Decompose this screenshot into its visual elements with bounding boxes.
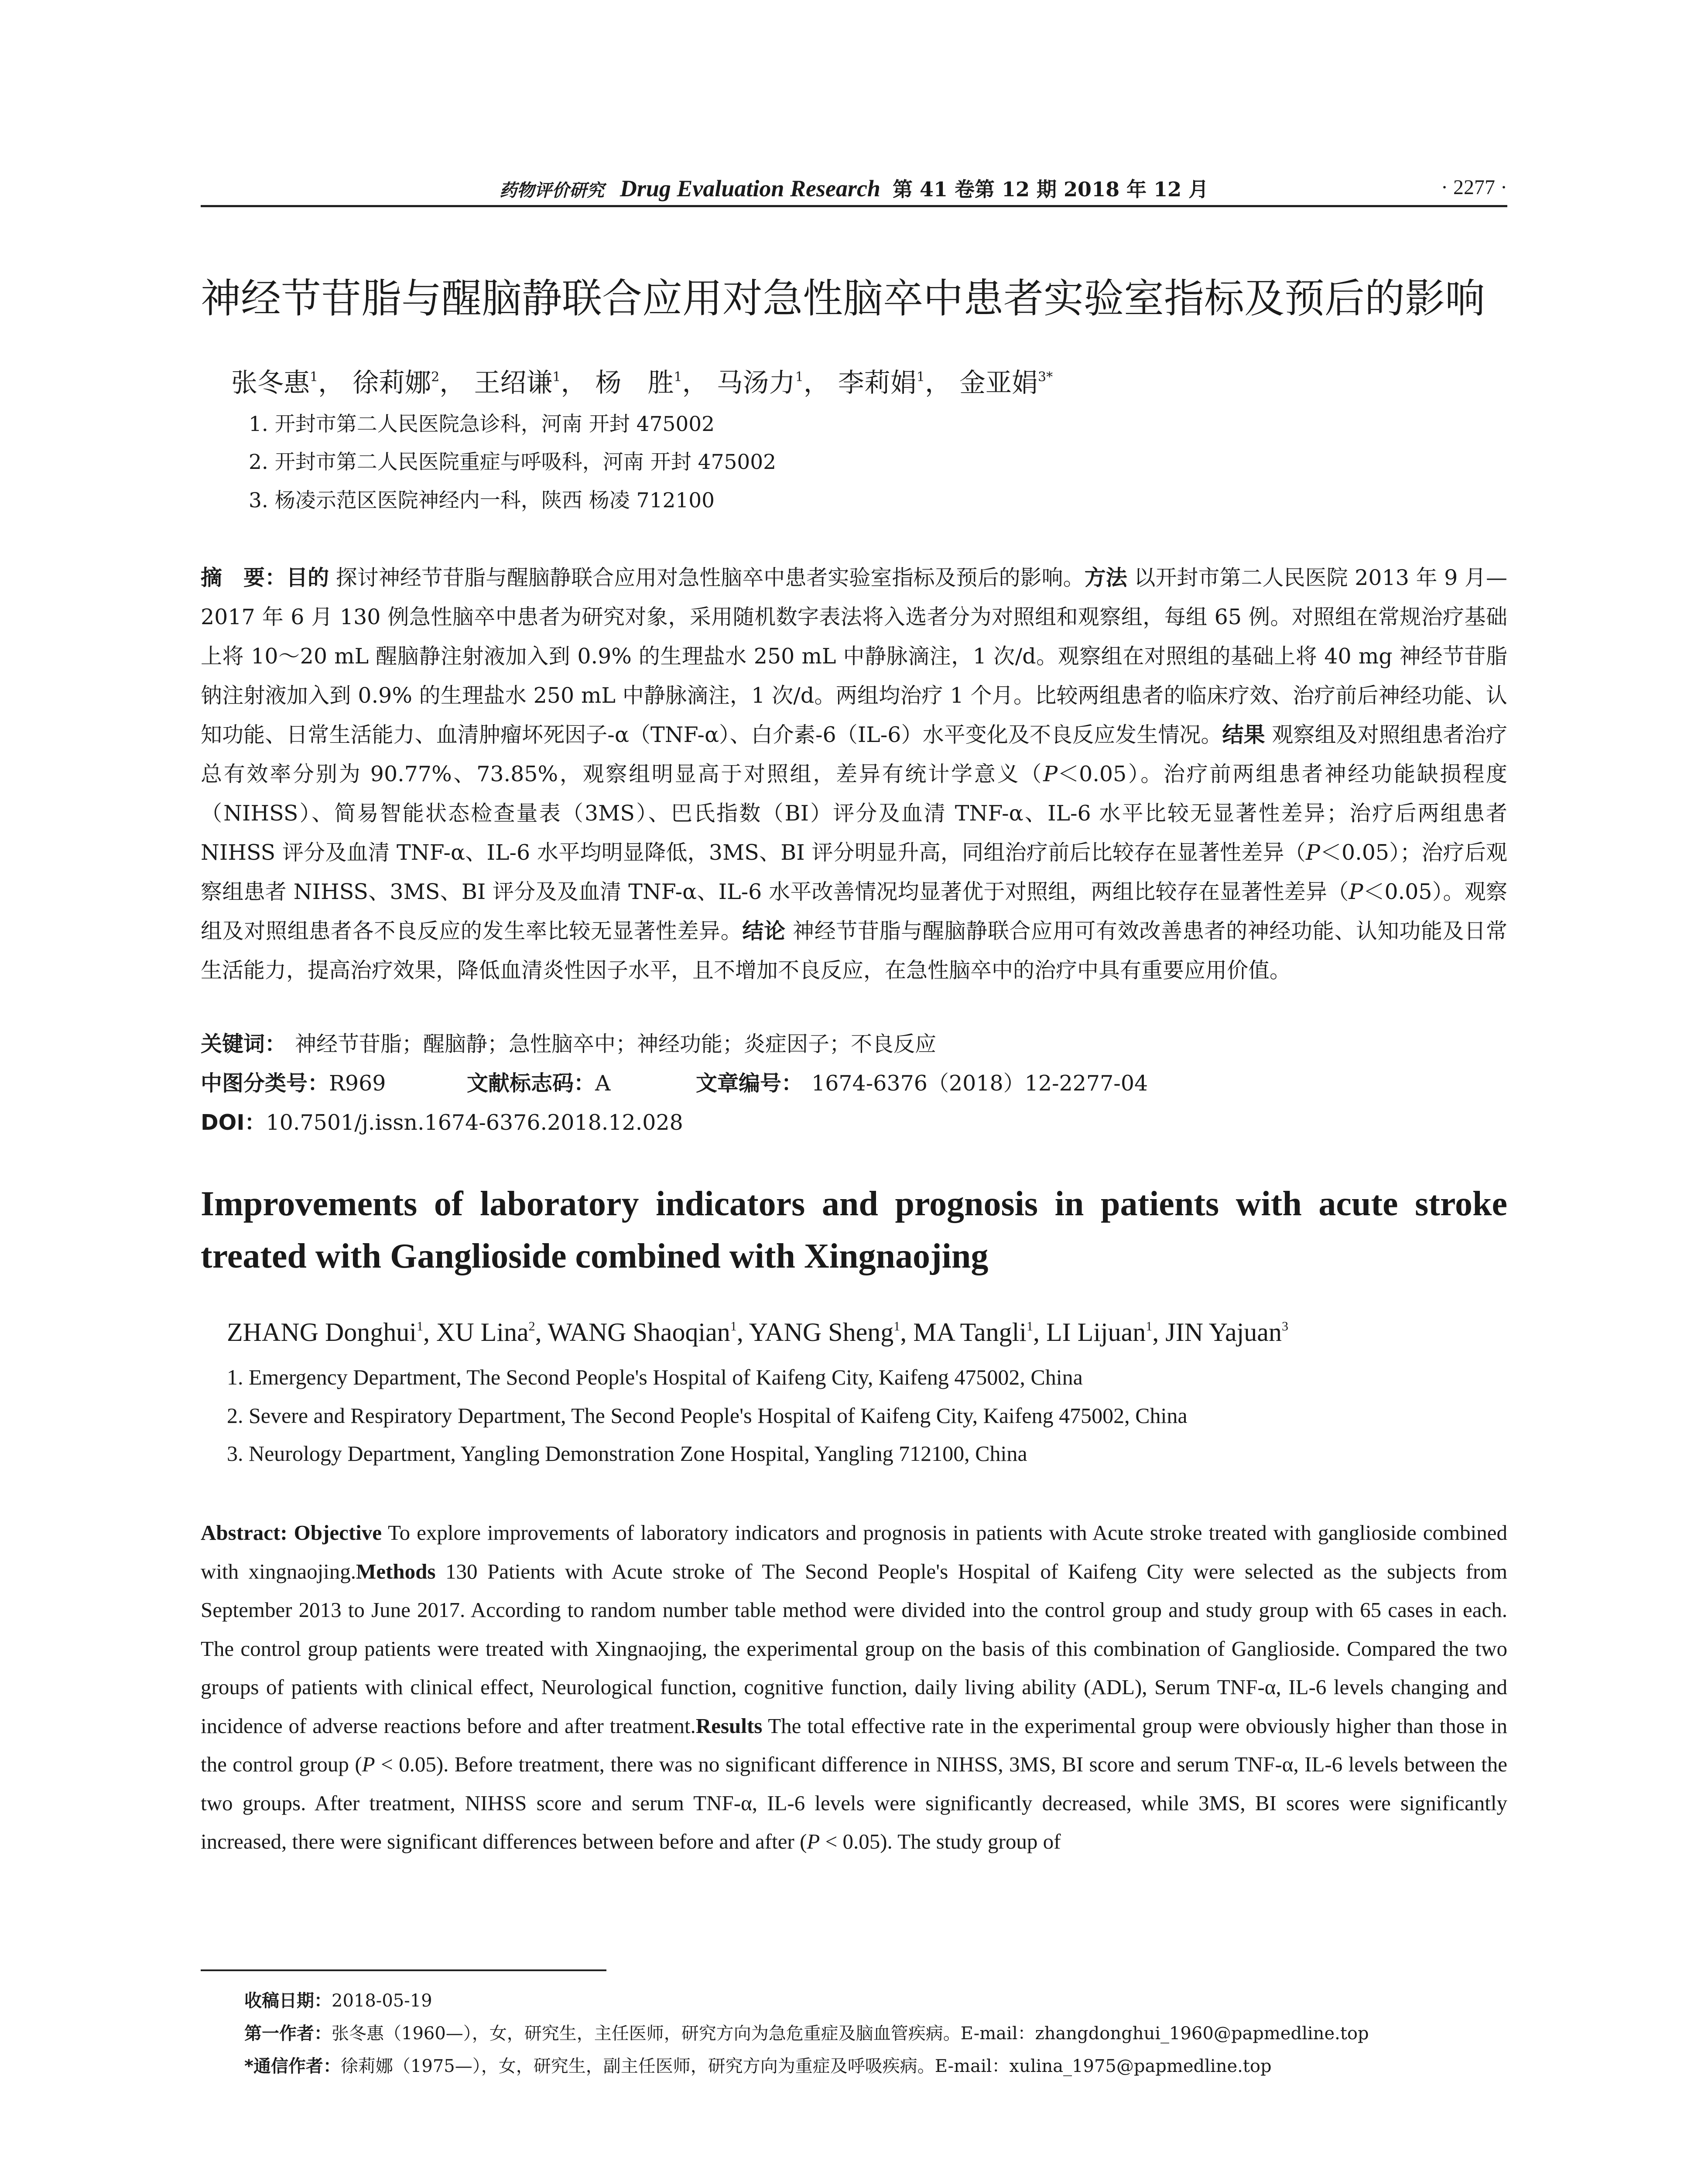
en-author: YANG Sheng$^1$ bbox=[749, 1318, 900, 1347]
cn-keywords bbox=[201, 1027, 936, 1058]
corresponding-info: 徐莉娜（1975—），女，研究生，副主任医师，研究方向为重症及呼吸疾病。E-mail：xulina_1975@papmedline.top bbox=[340, 2056, 1272, 2076]
keywords-value: 神经节苷脂；醒脑静；急性脑卒中；神经功能；炎症因子；不良反应 bbox=[295, 1032, 937, 1056]
en-abstract-label: Abstract: bbox=[201, 1521, 288, 1545]
cn-abstract: 摘 要：目的 探讨神经节苷脂与醒脑静联合应用对急性脑卒中患者实验室指标及预后的影响。方法 以开封市第二人民医院 2013 年 9 月—2017 年 6 月 130 例急性脑卒中患者为研究对象，采用随机数字表法将入选者分为对照组和观察组，每组 65 例。对照组在常规治疗基础上将 10～20 mL 醒脑静注射液加入到 0.9% 的生理盐水 250 mL 中静脉滴注，1 次/d。观察组在对照组的基础上将 40 mg 神经节苷脂钠注射液加入到 0.9% 的生理盐水 250 mL 中静脉滴注，1 次/d。两组均治疗 1 个月。比较两组患者的临床疗效、治疗前后神经功能、认知功能、日常生活能力、血清肿瘤坏死因子-α（TNF-α）、白介素-6（IL-6）水平变化及不良反应发生情况。结果 观察组及对照组患者治疗总有效率分别为 90.77%、73.85%，观察组明显高于对照组，差异有统计学意义（P＜0.05）。治疗前两组患者神经功能缺损程度（NIHSS）、简易智能状态检查量表（3MS）、巴氏指数（BI）评分及血清 TNF-α、IL-6 水平比较无显著性差异；治疗后两组患者 NIHSS 评分及血清 TNF-α、IL-6 水平均明显降低，3MS、BI 评分明显升高，同组治疗前后比较存在显著性差异（P＜0.05）；治疗后观察组患者 NIHSS、3MS、BI 评分及及血清 TNF-α、IL-6 水平改善情况均显著优于对照组，两组比较存在显著性差异（P＜0.05）。观察组及对照组患者各不良反应的发生率比较无显著性差异。结论 神经节苷脂与醒脑静联合应用可有效改善患者的神经功能、认知功能及日常生活能力，提高治疗效果，降低血清炎性因子水平，且不增加不良反应，在急性脑卒中的治疗中具有重要应用价值。 bbox=[201, 565, 1507, 983]
cn-classification bbox=[201, 1067, 1148, 1097]
cn-objective-label: 目的 bbox=[286, 565, 329, 590]
first-author-info: 张冬惠（1960—），女，研究生，主任医师，研究方向为急危重症及脑血管疾病。E-mail：zhangdonghui_1960@papmedline.top bbox=[332, 2024, 1369, 2044]
en-objective-label: Objective bbox=[294, 1521, 382, 1545]
cn-authors: 张冬惠$^1$， 徐莉娜$^2$， 王绍谦$^1$， 杨 胜$^1$， 马汤力$^1$， 李莉娟$^1$， 金亚娟$^{3*}$ bbox=[231, 368, 1053, 398]
cn-affiliation: 3. 杨凌示范区医院神经内一科，陕西 杨凌 712100 bbox=[249, 489, 715, 513]
cn-results: 观察组及对照组患者治疗总有效率分别为 90.77%、73.85%，观察组明显高于对照组，差异有统计学意义（ bbox=[201, 722, 1507, 786]
cn-author: 李莉娟$^1$ bbox=[838, 368, 925, 398]
cn-author: 张冬惠$^1$ bbox=[231, 368, 318, 398]
first-author-label: 第一作者： bbox=[244, 2024, 332, 2044]
en-author: MA Tangli$^1$ bbox=[913, 1318, 1033, 1347]
header-center bbox=[201, 174, 1507, 202]
en-author: ZHANG Donghui$^1$ bbox=[227, 1318, 423, 1347]
cn-author: 徐莉娜$^2$ bbox=[353, 368, 440, 398]
en-results-label: Results bbox=[695, 1713, 763, 1738]
en-author: XU Lina$^2$ bbox=[436, 1318, 535, 1347]
cn-author: 金亚娟$^{3*}$ bbox=[959, 368, 1053, 398]
keywords-label: 关键词： bbox=[201, 1032, 287, 1056]
cn-title: 神经节苷脂与醒脑静联合应用对急性脑卒中患者实验室指标及预后的影响 bbox=[201, 275, 1486, 322]
journal-name-en: Drug Evaluation Research bbox=[620, 175, 880, 202]
en-affiliation: 2. Severe and Respiratory Department, The Second People's Hospital of Kaifeng City, Kaifeng 475002, China bbox=[227, 1403, 1188, 1428]
doc-code-value: A bbox=[595, 1071, 611, 1096]
footnote-received bbox=[244, 1987, 432, 2012]
cn-doi bbox=[201, 1106, 683, 1136]
en-methods-label: Methods bbox=[356, 1559, 436, 1583]
en-author: JIN Yajuan$^3$ bbox=[1165, 1318, 1288, 1347]
journal-logo-cn: 药物评价研究 bbox=[499, 180, 604, 201]
received-label: 收稿日期： bbox=[244, 1991, 332, 2011]
cn-author: 杨 胜$^1$ bbox=[595, 368, 682, 398]
article-no-value: 1674-6376（2018）12-2277-04 bbox=[811, 1071, 1148, 1096]
cn-methods: 以开封市第二人民医院 2013 年 9 月—2017 年 6 月 130 例急性脑卒中患者为研究对象，采用随机数字表法将入选者分为对照组和观察组，每组 65 例。对照组在常规治疗基础上将 10～20 mL 醒脑静注射液加入到 0.9% 的生理盐水 250 mL 中静脉滴注，1 次/d。观察组在对照组的基础上将 40 mg 神经节苷脂钠注射液加入到 0.9% 的生理盐水 250 mL 中静脉滴注，1 次/d。两组均治疗 1 个月。比较两组患者的临床疗效、治疗前后神经功能、认知功能、日常生活能力、血清肿瘤坏死因子-α（TNF-α）、白介素-6（IL-6）水平变化及不良反应发生情况。 bbox=[201, 565, 1507, 747]
doi-value: 10.7501/j.issn.1674-6376.2018.12.028 bbox=[266, 1110, 683, 1135]
en-objective: To explore improvements of laboratory indicators and prognosis in patients with Acute stroke treated with ganglioside combined with xingnaojing. bbox=[201, 1521, 1507, 1583]
footnote-first-author bbox=[244, 2020, 1369, 2044]
page-number: · 2277 · bbox=[1441, 176, 1507, 199]
received-date: 2018-05-19 bbox=[332, 1991, 432, 2011]
journal-issue: 第 41 卷第 12 期 2018 年 12 月 bbox=[892, 178, 1209, 201]
p-symbol: P bbox=[362, 1752, 375, 1776]
clc-label: 中图分类号： bbox=[201, 1071, 329, 1096]
en-abstract: Abstract: Objective To explore improvements of laboratory indicators and prognosis in patients with Acute stroke treated with ganglioside combined with xingnaojing.Methods 130 Patients with Acute stroke of The Second People's Hospital of Kaifeng City were selected as the subjects from September 2013 to June 2017. According to random number table method were divided into the control group and study group with 65 cases in each. The control group patients were treated with Xingnaojing, the experimental group on the basis of this combination of Ganglioside. Compared the two groups of patients with clinical effect, Neurological function, cognitive function, daily living ability (ADL), Serum TNF-α, IL-6 levels changing and incidence of adverse reactions before and after treatment.Results The total effective rate in the experimental group were obviously higher than those in the control group (P < 0.05). Before treatment, there was no significant difference in NIHSS, 3MS, BI score and serum TNF-α, IL-6 levels between the two groups. After treatment, NIHSS score and serum TNF-α, IL-6 levels were significantly decreased, while 3MS, BI scores were significantly increased, there were significant differences between before and after (P < 0.05). The study group of bbox=[201, 1521, 1507, 1853]
footnote-corresponding bbox=[244, 2052, 1272, 2077]
doi-label: DOI： bbox=[201, 1110, 266, 1135]
doc-code-label: 文献标志码： bbox=[467, 1071, 596, 1096]
cn-objective: 探讨神经节苷脂与醒脑静联合应用对急性脑卒中患者实验室指标及预后的影响。 bbox=[335, 565, 1085, 590]
p-symbol: P bbox=[1043, 762, 1058, 786]
en-author: LI Lijuan$^1$ bbox=[1046, 1318, 1153, 1347]
p-symbol: P bbox=[1349, 879, 1363, 904]
en-affiliation: 3. Neurology Department, Yangling Demonstration Zone Hospital, Yangling 712100, China bbox=[227, 1441, 1027, 1466]
p-symbol: P bbox=[1305, 840, 1320, 865]
en-methods: 130 Patients with Acute stroke of The Second People's Hospital of Kaifeng City were selected as the subjects from September 2013 to June 2017. According to random number table method were divided into the control group and study group with 65 cases in each. The control group patients were treated with Xingnaojing, the experimental group on the basis of this combination of Ganglioside. Compared the two groups of patients with clinical effect, Neurological function, cognitive function, daily living ability (ADL), Serum TNF-α, IL-6 levels changing and incidence of adverse reactions before and after treatment. bbox=[201, 1559, 1507, 1738]
article-no-label: 文章编号： bbox=[696, 1071, 803, 1096]
cn-affiliation: 2. 开封市第二人民医院重症与呼吸科，河南 开封 475002 bbox=[249, 450, 777, 474]
footnote-rule bbox=[201, 1969, 606, 1971]
en-results: The total effective rate in the experimental group were obviously higher than those in the control group ( bbox=[201, 1713, 1507, 1776]
p-symbol: P bbox=[807, 1829, 820, 1853]
en-author: WANG Shaoqian$^1$ bbox=[548, 1318, 737, 1347]
running-header bbox=[201, 166, 1507, 207]
cn-results-label: 结果 bbox=[1222, 722, 1265, 747]
clc-value: R969 bbox=[329, 1071, 386, 1096]
corresponding-label: *通信作者： bbox=[244, 2056, 341, 2076]
en-authors: ZHANG Donghui$^1$, XU Lina$^2$, WANG Shaoqian$^1$, YANG Sheng$^1$, MA Tangli$^1$, LI Lijuan$^1$, JIN Yajuan$^3$ bbox=[227, 1318, 1288, 1347]
cn-methods-label: 方法 bbox=[1084, 565, 1127, 590]
cn-conclusion: 神经节苷脂与醒脑静联合应用可有效改善患者的神经功能、认知功能及日常生活能力，提高治疗效果，降低血清炎性因子水平，且不增加不良反应，在急性脑卒中的治疗中具有重要应用价值。 bbox=[201, 919, 1507, 983]
en-title: Improvements of laboratory indicators and prognosis in patients with acute stroke treated with Ganglioside combined with Xingnaojing bbox=[201, 1185, 1507, 1275]
cn-affiliation: 1. 开封市第二人民医院急诊科，河南 开封 475002 bbox=[249, 412, 715, 436]
cn-conclusion-label: 结论 bbox=[742, 919, 786, 944]
cn-author: 马汤力$^1$ bbox=[716, 368, 804, 398]
en-affiliation: 1. Emergency Department, The Second People's Hospital of Kaifeng City, Kaifeng 475002, China bbox=[227, 1365, 1083, 1389]
cn-author: 王绍谦$^1$ bbox=[474, 368, 561, 398]
cn-abstract-label: 摘 要： bbox=[201, 565, 287, 590]
